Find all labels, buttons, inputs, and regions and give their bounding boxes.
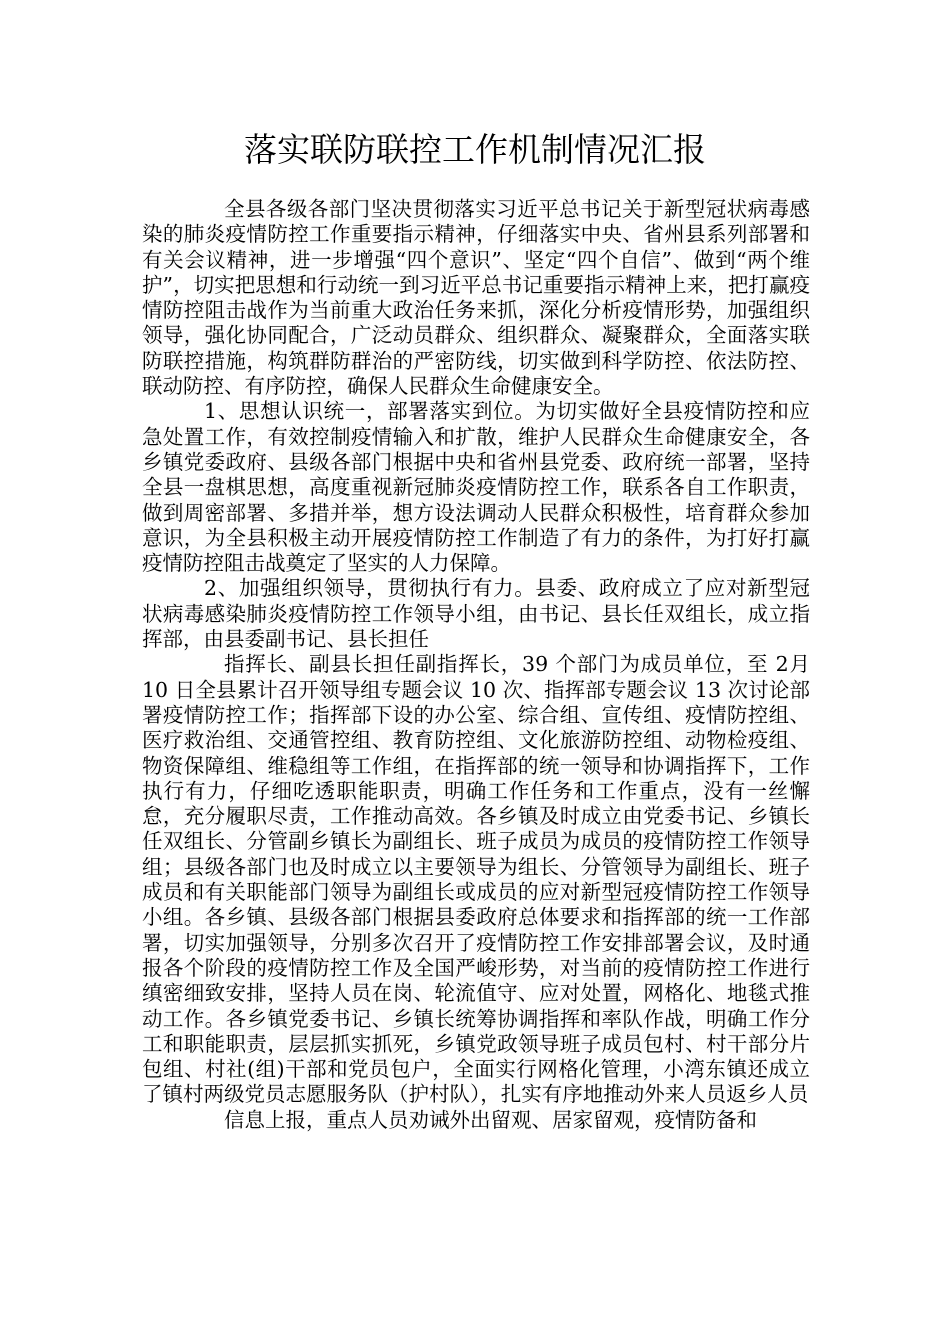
document-body [142,197,810,1133]
document-title: 落实联防联控工作机制情况汇报 [244,130,706,169]
paragraph-section-2: 2、加强组织领导，贯彻执行有力。县委、政府成立了应对新型冠状病毒感染肺炎疫情防控工作领导小组，由书记、县长任双组长，成立指挥部，由县委副书记、县长担任 [142,576,810,652]
paragraph-intro: 全县各级各部门坚决贯彻落实习近平总书记关于新型冠状病毒感染的肺炎疫情防控工作重要指示精神，仔细落实中央、省州县系列部署和有关会议精神，进一步增强“四个意识”、坚定“四个自信”、做到“两个维护”，切实把思想和行动统一到习近平总书记重要指示精神上来，把打赢疫情防控阻击战作为当前重大政治任务来抓，深化分析疫情形势，加强组织领导，强化协同配合，广泛动员群众、组织群众、凝聚群众，全面落实联防联控措施，构筑群防群治的严密防线，切实做到科学防控、依法防控、联动防控、有序防控，确保人民群众生命健康安全。 [142,197,810,399]
paragraph-section-1: 1、思想认识统一，部署落实到位。为切实做好全县疫情防控和应急处置工作，有效控制疫情输入和扩散，维护人民群众生命健康安全，各乡镇党委政府、县级各部门根据中央和省州县党委、政府统一部署，坚持全县一盘棋思想，高度重视新冠肺炎疫情防控工作，联系各自工作职责，做到周密部署、多措并举，想方设法调动人民群众积极性，培育群众参加意识，为全县积极主动开展疫情防控工作制造了有力的条件，为打好打赢疫情防控阻击战奠定了坚实的人力保障。 [142,399,810,576]
paragraph-section-2-tail: 信息上报，重点人员劝诫外出留观、居家留观，疫情防备和 [224,1107,757,1132]
paragraph-section-2-continued: 指挥长、副县长担任副指挥长，39 个部门为成员单位，至 2月 10 日全县累计召开领导组专题会议 10 次、指挥部专题会议 13 次讨论部署疫情防控工作；指挥部下设的办公室、综合组、宣传组、疫情防控组、医疗救治组、交通管控组、教育防控组、文化旅游防控组、动物检疫组、物资保障组、维稳组等工作组，在指挥部的统一领导和协调指挥下，工作执行有力，仔细吃透职能职责，明确工作任务和工作重点，没有一丝懈怠，充分履职尽责，工作推动高效。各乡镇及时成立由党委书记、乡镇长任双组长、分管副乡镇长为副组长、班子成员为成员的疫情防控工作领导组；县级各部门也及时成立以主要领导为组长、分管领导为副组长、班子成员和有关职能部门领导为副组长或成员的应对新型冠疫情防控工作领导小组。各乡镇、县级各部门根据县委政府总体要求和指挥部的统一工作部署，切实加强领导，分别多次召开了疫情防控工作安排部署会议，及时通报各个阶段的疫情防控工作及全国严峻形势，对当前的疫情防控工作进行缜密细致安排，坚持人员在岗、轮流值守、应对处置，网格化、地毯式推动工作。各乡镇党委书记、乡镇长统筹协调指挥和率队作战，明确工作分工和职能职责，层层抓实抓死，乡镇党政领导班子成员包村、村干部分片包组、村社(组)干部和党员包户，全面实行网格化管理，小湾东镇还成立了镇村两级党员志愿服务队（护村队），扎实有序地推动外来人员返乡人员 [142,652,810,1107]
